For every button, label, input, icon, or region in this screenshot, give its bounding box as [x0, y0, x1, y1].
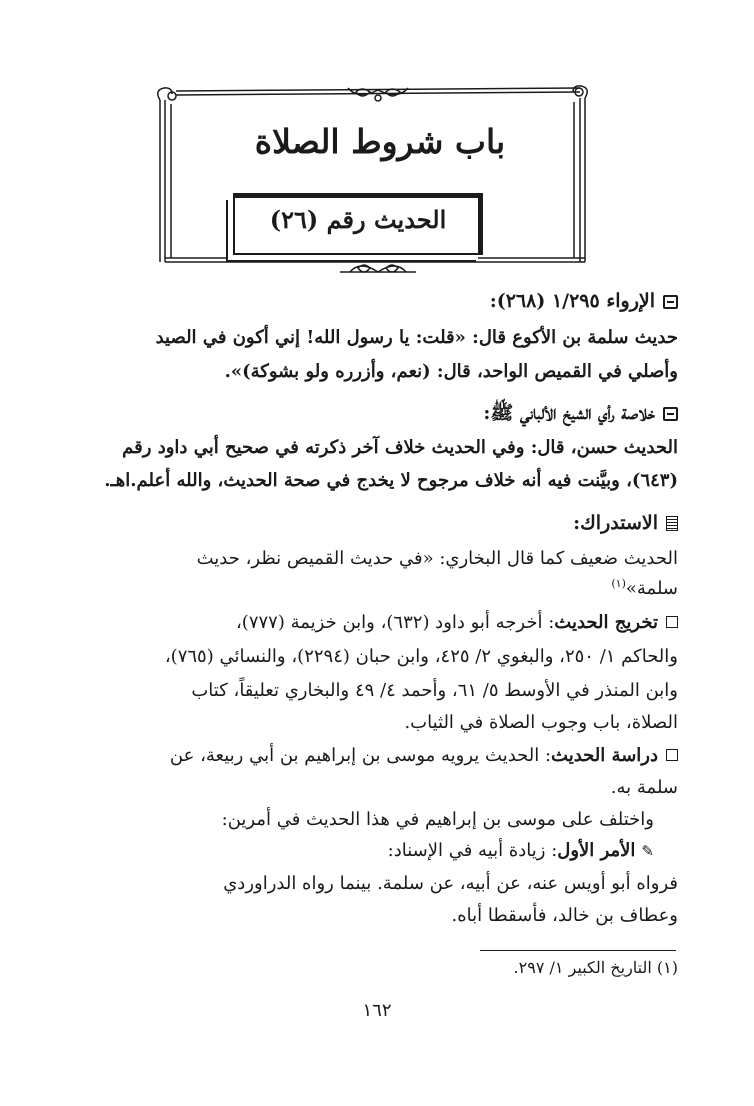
summary-heading-text: خلاصة رأي الشيخ الألباني ﷺ:	[483, 402, 655, 424]
dirasa-line-1	[68, 745, 678, 766]
document-icon	[666, 516, 678, 531]
footnote-ref: (١)	[611, 577, 626, 590]
amr-label: الأمر الأول	[557, 840, 636, 861]
footnote-divider	[480, 950, 676, 951]
dirasa-label: دراسة الحديث	[551, 745, 658, 766]
takhrij-label: تخريج الحديث	[554, 612, 658, 633]
footnote-text: (١) التاريخ الكبير ١/ ٢٩٧.	[513, 958, 678, 977]
irwa-line-2: وأصلي في القميص الواحد، قال: (نعم، وأزرره ولو بشوكة)».	[224, 361, 678, 382]
summary-line-2: (٦٤٣)، وبيَّنت فيه أنه خلاف مرجوح لا يخدج في صحة الحديث، والله أعلم.اهـ.	[104, 470, 678, 491]
irwa-heading-text: الإرواء ١/٢٩٥ (٢٦٨):	[489, 290, 655, 312]
summary-line-1: الحديث حسن، قال: وفي الحديث خلاف آخر ذكرته في صحيح أبي داود رقم	[122, 437, 678, 458]
takhrij-line-4: الصلاة، باب وجوب الصلاة في الثياب.	[404, 712, 678, 733]
book-icon	[663, 295, 678, 309]
rawah-line-2: وعطاف بن خالد، فأسقطا أباه.	[451, 905, 678, 926]
takhrij-line-1	[68, 612, 678, 633]
amr-text: : زيادة أبيه في الإسناد:	[387, 840, 558, 861]
chapter-title: باب شروط الصلاة	[254, 122, 506, 161]
amr-line	[68, 840, 654, 861]
page-number: ١٦٢	[362, 1000, 392, 1021]
istidrak-line-2	[68, 577, 678, 599]
irwa-line-1: حديث سلمة بن الأكوع قال: «قلت: يا رسول الله! إني أكون في الصيد	[155, 327, 678, 348]
square-bullet-icon	[666, 749, 678, 761]
dirasa-line-1-text: : الحديث يرويه موسى بن إبراهيم بن أبي ربيعة، عن	[169, 745, 552, 766]
istidrak-line-2-text: سلمة»	[625, 578, 678, 599]
pen-icon: ✎	[641, 842, 654, 860]
rawah-line-1: فرواه أبو أويس عنه، عن أبيه، عن سلمة. بينما رواه الدراوردي	[223, 873, 678, 894]
hadith-title: الحديث رقم (٢٦)	[269, 205, 447, 234]
takhrij-line-2: والحاكم ١/ ٢٥٠، والبغوي ٢/ ٤٢٥، وابن حبان (٢٢٩٤)، والنسائي (٧٦٥)،	[164, 646, 678, 667]
irwa-heading	[68, 290, 678, 312]
istidrak-heading	[68, 512, 678, 534]
istidrak-line-1: الحديث ضعيف كما قال البخاري: «في حديث القميص نظر، حديث	[196, 548, 678, 569]
takhrij-line-3: وابن المنذر في الأوسط ٥/ ٦١، وأحمد ٤/ ٤٩ والبخاري تعليقاً، كتاب	[191, 680, 678, 701]
book-icon	[663, 407, 678, 421]
takhrij-line-1-text: : أخرجه أبو داود (٦٣٢)، وابن خزيمة (٧٧٧)،	[236, 612, 555, 633]
square-bullet-icon	[666, 616, 678, 628]
istidrak-heading-text: الاستدراك:	[573, 512, 658, 534]
dirasa-line-2: سلمة به.	[610, 777, 678, 798]
summary-heading	[68, 401, 678, 429]
ikhtalaf-line: واختلف على موسى بن إبراهيم في هذا الحديث في أمرين:	[221, 809, 654, 830]
